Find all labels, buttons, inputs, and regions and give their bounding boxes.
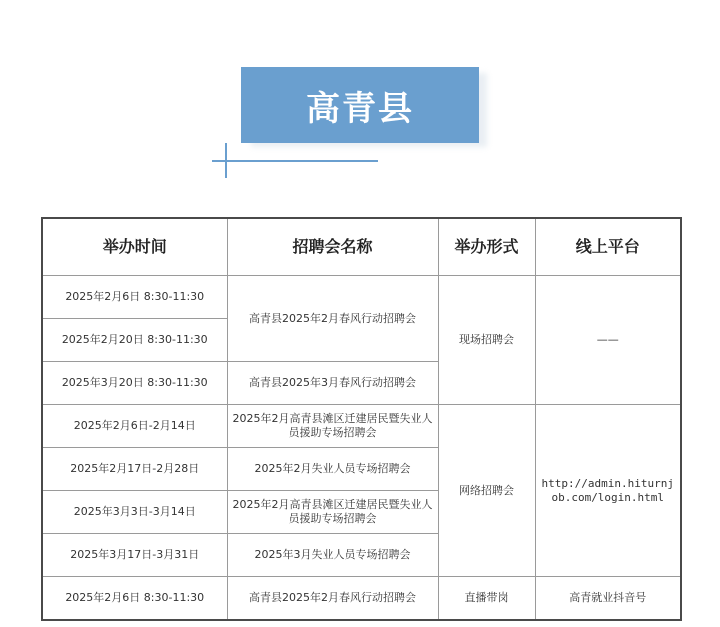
title-banner <box>241 67 479 143</box>
table-row <box>42 276 681 319</box>
decorative-line-vertical <box>225 143 227 178</box>
cell-time: 2025年3月17日-3月31日 <box>42 534 227 577</box>
cell-name: 高青县2025年3月春风行动招聘会 <box>227 362 438 405</box>
header-platform: 线上平台 <box>535 218 681 276</box>
cell-name: 2025年2月高青县滩区迁建居民暨失业人员援助专场招聘会 <box>227 491 438 534</box>
table-header-row <box>42 218 681 276</box>
table-row <box>42 405 681 448</box>
header-mode: 举办形式 <box>438 218 535 276</box>
header-time: 举办时间 <box>42 218 227 276</box>
job-fair-schedule-table <box>41 217 682 621</box>
cell-name: 高青县2025年2月春风行动招聘会 <box>227 577 438 621</box>
cell-time: 2025年2月6日 8:30-11:30 <box>42 577 227 621</box>
cell-time: 2025年2月20日 8:30-11:30 <box>42 319 227 362</box>
cell-time: 2025年3月20日 8:30-11:30 <box>42 362 227 405</box>
cell-platform: 高青就业抖音号 <box>535 577 681 621</box>
header-name: 招聘会名称 <box>227 218 438 276</box>
cell-name: 2025年2月失业人员专场招聘会 <box>227 448 438 491</box>
cell-name: 2025年3月失业人员专场招聘会 <box>227 534 438 577</box>
cell-platform: —— <box>535 276 681 405</box>
table-row <box>42 577 681 621</box>
cell-platform-link: http://admin.hiturnjob.com/login.html <box>535 405 681 577</box>
cell-name: 高青县2025年2月春风行动招聘会 <box>227 276 438 362</box>
cell-name: 2025年2月高青县滩区迁建居民暨失业人员援助专场招聘会 <box>227 405 438 448</box>
cell-time: 2025年3月3日-3月14日 <box>42 491 227 534</box>
decorative-line-horizontal <box>212 160 378 162</box>
cell-time: 2025年2月6日 8:30-11:30 <box>42 276 227 319</box>
page-title: 高青县 <box>306 88 414 129</box>
cell-time: 2025年2月6日-2月14日 <box>42 405 227 448</box>
cell-mode: 网络招聘会 <box>438 405 535 577</box>
cell-mode: 直播带岗 <box>438 577 535 621</box>
cell-time: 2025年2月17日-2月28日 <box>42 448 227 491</box>
cell-mode: 现场招聘会 <box>438 276 535 405</box>
